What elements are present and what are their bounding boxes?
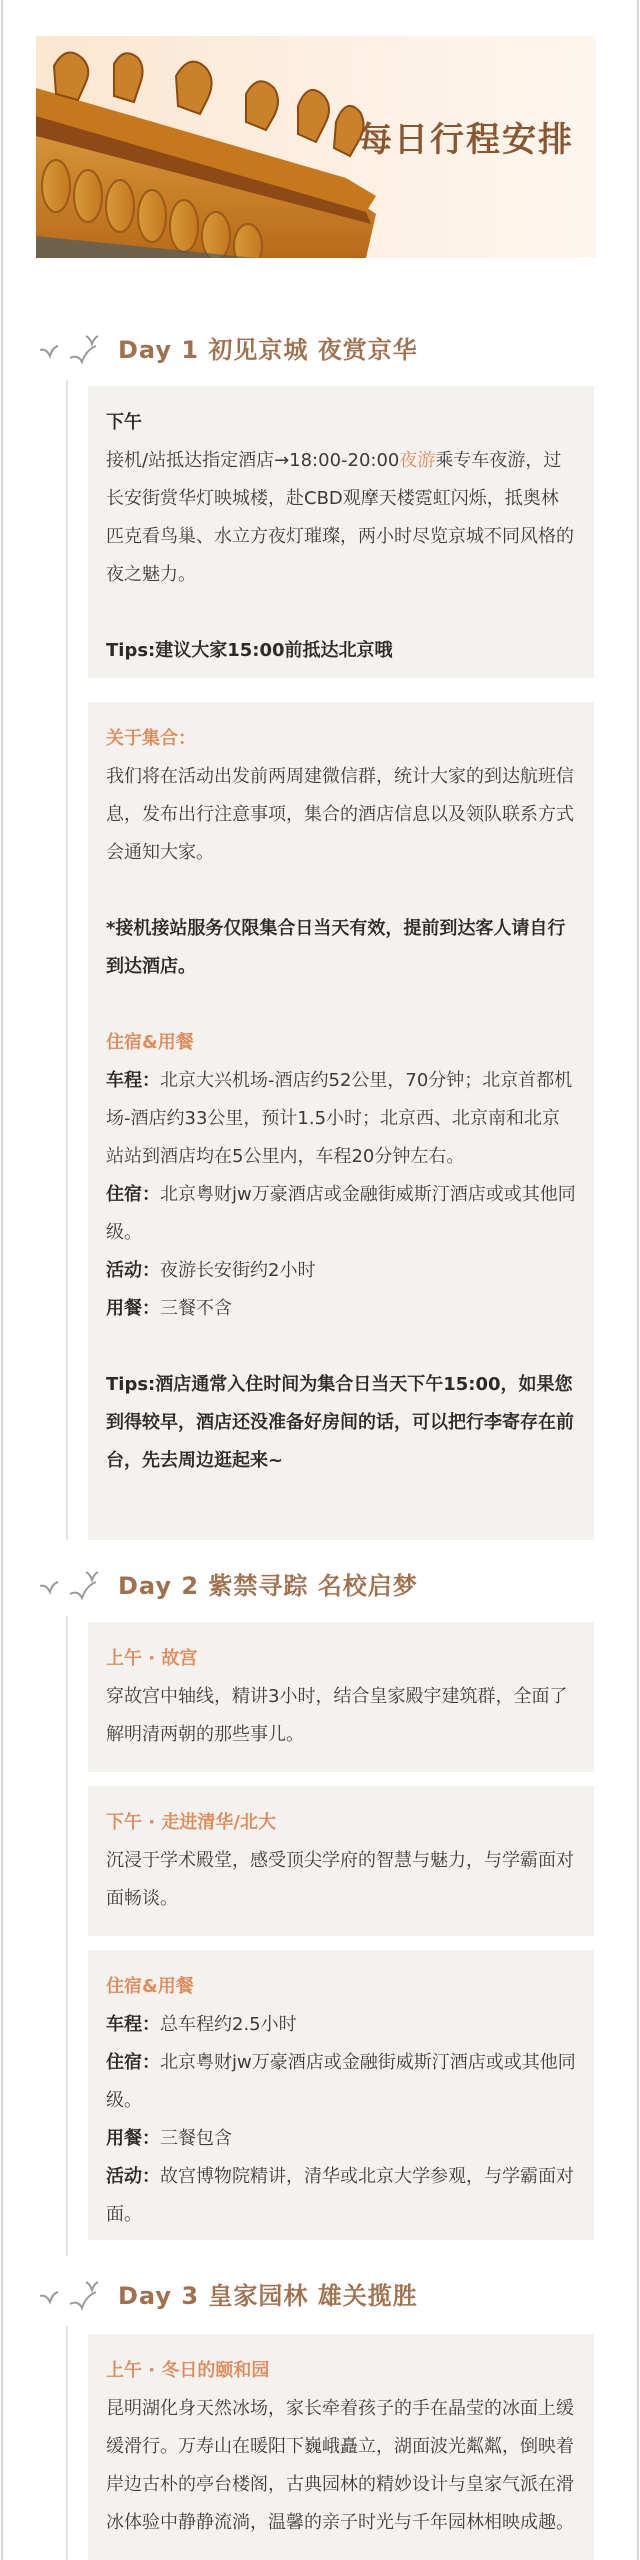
- gather-text: 我们将在活动出发前两周建微信群，统计大家的到达航班信息，发布出行注意事项，集合的酒店信息以及领队联系方式会通知大家。: [106, 766, 574, 863]
- value: 夜游长安街约2小时: [160, 1260, 316, 1281]
- label: 活动：: [106, 2166, 160, 2187]
- transport-info: [106, 1062, 576, 1176]
- text-part: 接机/站抵达指定酒店→18:00-20:00: [106, 450, 400, 471]
- page-frame-left: [1, 0, 3, 2560]
- text-part: 乘专车夜游，过长安街赏华灯映城楼，赴CBD观摩天楼霓虹闪烁，抵奥林匹克看鸟巢、水立方夜灯璀璨，两小时尽览京城不同风格的夜之魅力。: [106, 450, 574, 585]
- value: 北京大兴机场-酒店约52公里，70分钟；北京首都机场-酒店约33公里，预计1.5小时；北京西、北京南和北京站站到酒店均在5公里内，车程20分钟左右。: [106, 1070, 573, 1167]
- meal-info: [106, 1290, 576, 1328]
- day-2-title: Day 2 紫禁寻踪 名校启梦: [118, 1572, 418, 1600]
- label: 用餐：: [106, 1298, 160, 1319]
- day-2-afternoon-card: [88, 1786, 594, 1936]
- value: 故宫博物院精讲，清华或北京大学参观，与学霸面对面。: [106, 2166, 574, 2225]
- card-title: 住宿&用餐: [106, 1976, 194, 1997]
- value: 三餐包含: [160, 2128, 232, 2149]
- label: 车程：: [106, 1070, 160, 1091]
- card-text: 沉浸于学术殿堂，感受顶尖学府的智慧与魅力，与学霸面对面畅谈。: [106, 1850, 574, 1909]
- stay-title: 住宿&用餐: [106, 1032, 194, 1053]
- hotel-info: [106, 1176, 576, 1252]
- birds-icon: [36, 2274, 106, 2314]
- label: 活动：: [106, 1260, 160, 1281]
- card-title: 上午 · 故宫: [106, 1648, 198, 1669]
- hotel-info: [106, 2044, 576, 2120]
- day-2-morning-card: [88, 1622, 594, 1772]
- day-3-title: Day 3 皇家园林 雄关揽胜: [118, 2282, 418, 2310]
- label: 用餐：: [106, 2128, 160, 2149]
- activity-info: [106, 1252, 576, 1290]
- day-3-morning-card: [88, 2334, 594, 2560]
- card-title: 下午 · 走进清华/北大: [106, 1812, 276, 1833]
- day-1-afternoon-card: [88, 386, 594, 678]
- card-text: 昆明湖化身天然冰场，家长牵着孩子的手在晶莹的冰面上缓缓滑行。万寿山在暖阳下巍峨矗立，湖面波光粼粼，倒映着岸边古朴的亭台楼阁，古典园林的精妙设计与皇家气派在滑冰体验中静静流淌，温馨的亲子时光与千年园林相映成趣。: [106, 2398, 574, 2533]
- day-1-info-card: [88, 702, 594, 1540]
- value: 总车程约2.5小时: [160, 2014, 297, 2035]
- card-text: [106, 442, 576, 594]
- birds-icon: [36, 328, 106, 368]
- day-1-title: Day 1 初见京城 夜赏京华: [118, 336, 418, 364]
- day-1-header: [36, 326, 596, 366]
- value: 三餐不含: [160, 1298, 232, 1319]
- header-banner: [36, 36, 596, 258]
- gather-title: 关于集合：: [106, 728, 196, 749]
- page-frame-right: [637, 0, 639, 2560]
- label: 住宿：: [106, 1184, 160, 1205]
- day-2-stay-card: [88, 1950, 594, 2240]
- label: 车程：: [106, 2014, 160, 2035]
- transport-info: [106, 2006, 576, 2044]
- value: 北京粤财jw万豪酒店或金融街威斯汀酒店或或其他同级。: [106, 2052, 576, 2111]
- activity-info: [106, 2158, 576, 2234]
- card-heading: 下午: [106, 412, 142, 433]
- label: 住宿：: [106, 2052, 160, 2073]
- value: 北京粤财jw万豪酒店或金融街威斯汀酒店或或其他同级。: [106, 1184, 576, 1243]
- timeline-line: [66, 380, 68, 1540]
- day-3-header: [36, 2272, 596, 2312]
- birds-icon: [36, 1564, 106, 1604]
- banner-title: 每日行程安排: [358, 120, 574, 160]
- card-text: 穿故宫中轴线，精讲3小时，结合皇家殿宇建筑群，全面了解明清两朝的那些事儿。: [106, 1686, 568, 1745]
- timeline-line: [66, 2326, 68, 2560]
- card-title: 上午 · 冬日的颐和园: [106, 2360, 270, 2381]
- day-2-header: [36, 1562, 596, 1602]
- meal-info: [106, 2120, 576, 2158]
- notice-text: *接机接站服务仅限集合日当天有效，提前到达客人请自行到达酒店。: [106, 918, 566, 977]
- highlight-text: 夜游: [399, 450, 436, 471]
- timeline-line: [66, 1616, 68, 2256]
- tips-text: Tips:建议大家15:00前抵达北京哦: [106, 640, 393, 661]
- tips-text: Tips:酒店通常入住时间为集合日当天下午15:00，如果您到得较早，酒店还没准备好房间的话，可以把行李寄存在前台，先去周边逛起来~: [106, 1374, 574, 1471]
